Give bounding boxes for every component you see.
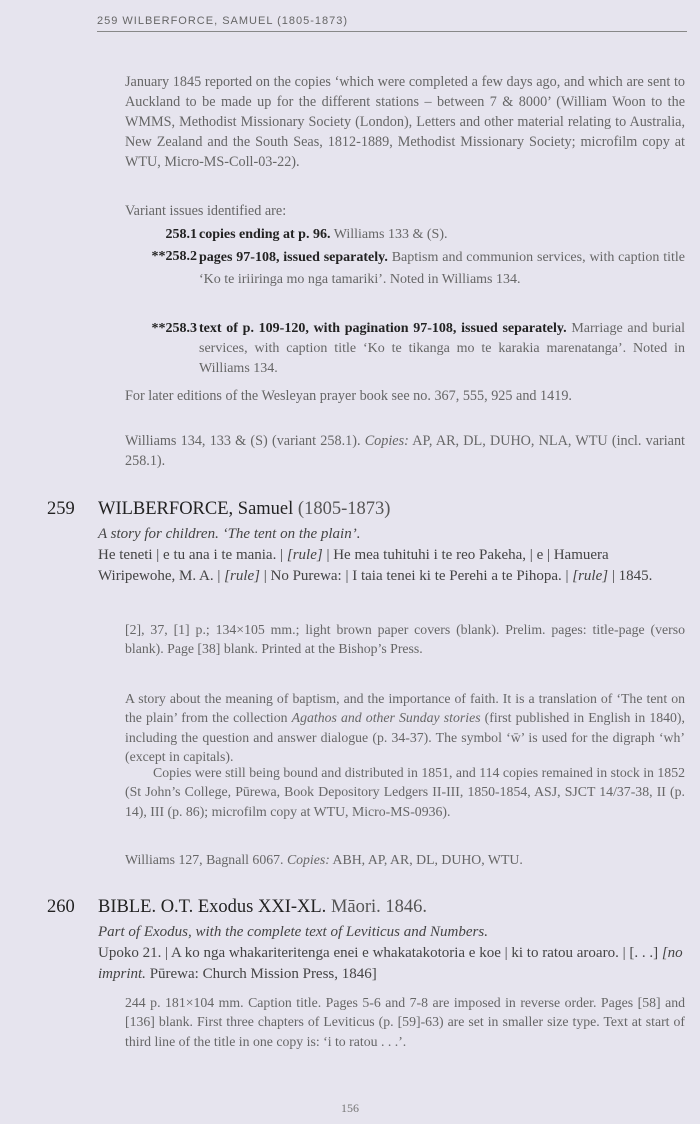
transcription-part: | No Purewa: | I taia tenei ki te Perehi a te Pihopa. | xyxy=(263,568,569,584)
page-number: 156 xyxy=(341,1101,359,1115)
note-259-1 xyxy=(125,689,685,766)
transcription-part: Pūrewa: Church Mission Press, 1846] xyxy=(145,966,377,982)
variant-text xyxy=(199,319,685,379)
variant-text xyxy=(199,225,685,245)
running-head: 259 WILBERFORCE, SAMUEL (1805-1873) xyxy=(97,15,687,32)
variant-head: pages 97-108, issued separately. xyxy=(199,250,388,265)
variant-desc: Williams 133 & (S). xyxy=(330,227,448,242)
transcription-part: He teneti | e tu ana i te mania. | xyxy=(98,547,284,563)
entry-language-date: Māori. 1846. xyxy=(330,897,428,917)
rule-marker: [rule] xyxy=(224,568,260,584)
entry-title: A story for children. ‘The tent on the plain’. xyxy=(98,526,361,542)
note-259-2: Copies were still being bound and distributed in 1851, and 114 copies remained in stock in 1852 (St John’s College, Pūrewa, Book Depository Ledgers II-III, 1850-1854, ASJ, SJCT 14/37-38, II (p. 14), III (p. 86); microfilm copy at WTU, Micro-MS-0936). xyxy=(125,765,685,819)
variant-desc: Baptism and communion services, with caption title ‘Ko te iriiringa mo nga tamariki’. Noted in Williams 134. xyxy=(199,250,685,287)
entry-259-title xyxy=(98,524,685,587)
collation-259: [2], 37, [1] p.; 134×105 mm.; light brown paper covers (blank). Prelim. pages: title-page (verso blank). Page [38] blank. Printed at the Bishop’s Press. xyxy=(125,622,685,657)
continuation-paragraph: January 1845 reported on the copies ‘which were completed a few days ago, and which are sent to Auckland to be made up for the different stations – between 7 & 8000’ (William Woon to the WMMS, Methodist Missionary Society (London), Letters and other material relating to Australia, New Zealand and the South Seas, 1812-1889, Methodist Missionary Society; microfilm copy at WTU, Micro-MS-Coll-03-22). xyxy=(125,74,685,170)
copies-list: AP, AR, DL, DUHO, NLA, WTU (incl. variant 258.1). xyxy=(125,433,685,469)
variant-desc: Marriage and burial services, with caption title ‘Ko te tikanga mo te karakia marenatanga’. Noted in Williams 134. xyxy=(199,321,685,376)
references-text: Williams 134, 133 & (S) (variant 258.1). xyxy=(125,433,361,449)
collation-260: 244 p. 181×104 mm. Caption title. Pages 5-6 and 7-8 are imposed in reverse order. Pages [58] and [136] blank. First three chapters of Leviticus (p. [59]-63) are set in smaller size type. Text at start of third line of the title in one copy is: ‘i to ratou . . .’. xyxy=(125,995,685,1049)
variant-head: text of p. 109-120, with pagination 97-108, issued separately. xyxy=(199,321,567,336)
rule-marker: [rule] xyxy=(286,547,323,563)
references-text: Williams 127, Bagnall 6067. xyxy=(125,852,284,867)
copies-label: Copies: xyxy=(364,433,409,449)
variant-number: 258.1 xyxy=(165,227,197,242)
title-transcription xyxy=(98,545,685,587)
collection-title: Agathos and other Sunday stories xyxy=(291,710,481,726)
note-text: (first published in English in 1840), including the question and answer dialogue (p. 34-37). The symbol ‘w̄’ is used for the digraph ‘wh’ (except in capitals). xyxy=(125,710,685,764)
variants-intro: Variant issues identified are: xyxy=(125,203,287,219)
entry-260-title xyxy=(98,922,685,985)
copies-label: Copies: xyxy=(286,852,330,867)
rule-marker: [rule] xyxy=(572,568,609,584)
variant-text xyxy=(199,247,685,291)
entry-number: 259 xyxy=(47,499,75,519)
note-text: A story about the meaning of baptism, and the importance of faith. It is a translation of ‘The tent on the plain’ from the collection xyxy=(125,691,685,726)
references-259 xyxy=(125,850,685,869)
author-dates: (1805-1873) xyxy=(297,499,391,519)
transcription-part: | 1845. xyxy=(611,568,653,584)
no-imprint-marker: [no imprint. xyxy=(98,945,683,982)
title-transcription xyxy=(98,943,685,985)
copies-list: ABH, AP, AR, DL, DUHO, WTU. xyxy=(329,852,523,867)
later-editions-note: For later editions of the Wesleyan prayer book see no. 367, 555, 925 and 1419. xyxy=(125,388,572,404)
transcription-part: Upoko 21. | A ko nga whakariteritenga enei e whakatakotoria e koe | ki to ratou aroaro. | [. . .] xyxy=(98,945,659,961)
entry-title: Part of Exodus, with the complete text of Leviticus and Numbers. xyxy=(98,924,488,940)
variant-number: **258.3 xyxy=(151,321,197,336)
variant-number: **258.2 xyxy=(151,249,197,264)
entry-heading-text: BIBLE. O.T. Exodus XXI-XL. xyxy=(98,897,327,917)
author-name: WILBERFORCE, Samuel xyxy=(98,499,294,519)
variant-head: copies ending at p. 96. xyxy=(199,227,331,242)
references-258 xyxy=(125,431,685,471)
transcription-part: | He mea tuhituhi i te reo Pakeha, | e | Hamuera Wiripewohe, M. A. | xyxy=(98,547,609,584)
entry-number: 260 xyxy=(47,897,75,917)
entry-author xyxy=(98,897,427,918)
entry-author xyxy=(98,499,390,520)
